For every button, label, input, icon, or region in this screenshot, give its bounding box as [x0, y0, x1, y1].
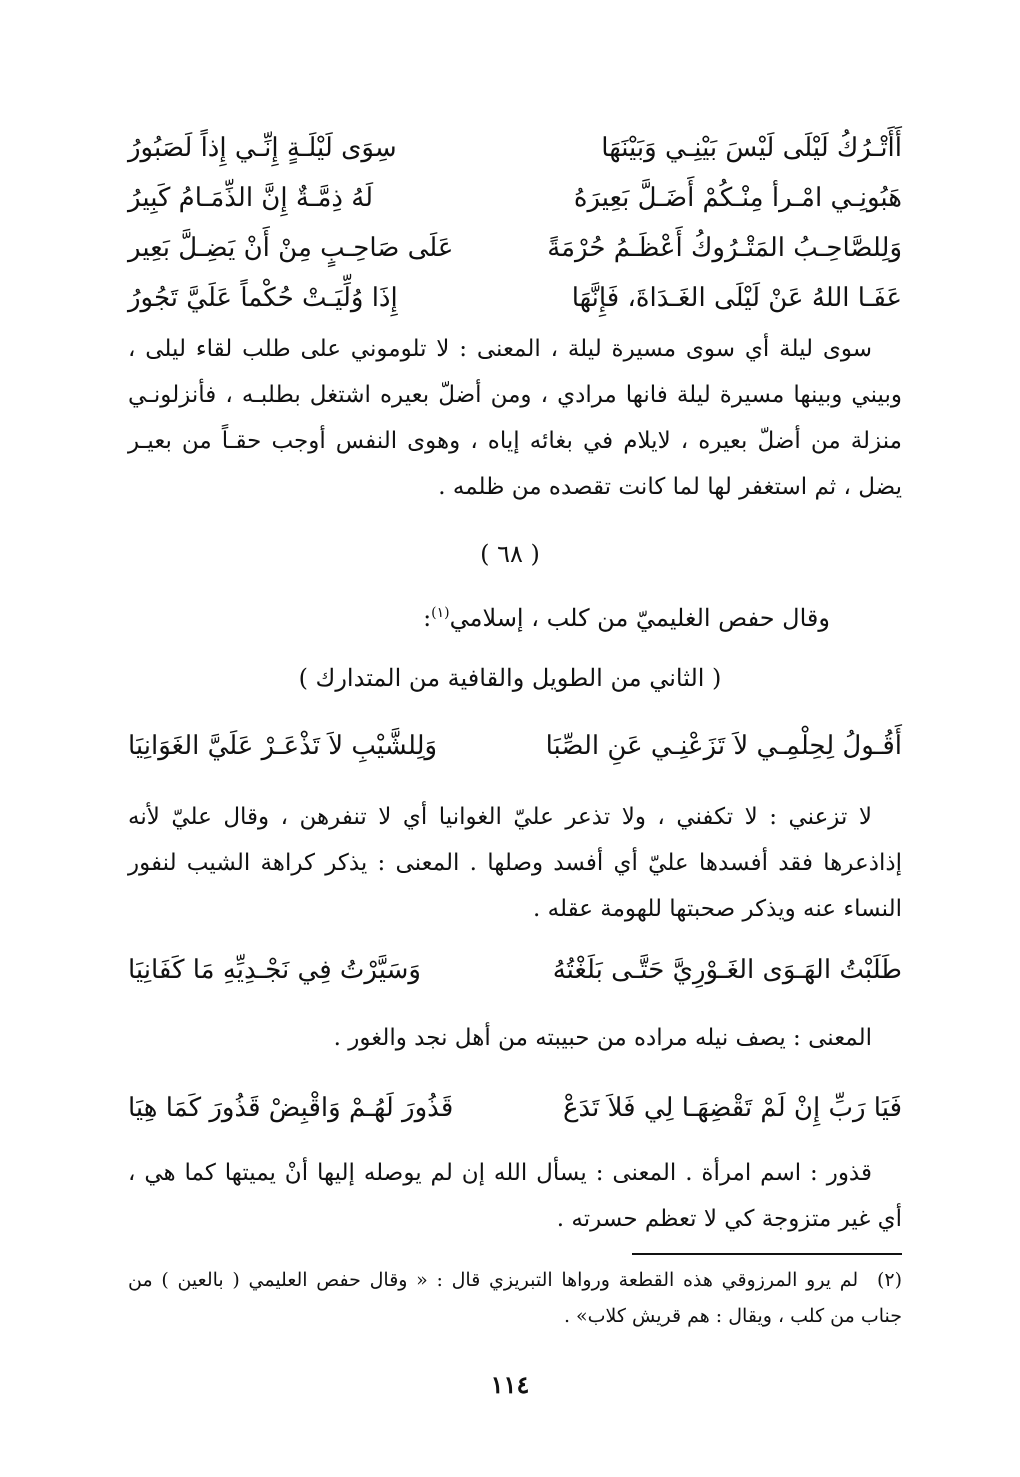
footnote-number: (٢)	[876, 1269, 902, 1291]
verse-hemistich-second: وَسَيَّرْتُ فِي نَجْـدِيِّهِ مَا كَفَانِيَا	[128, 955, 421, 985]
verse-line	[128, 224, 902, 272]
verse-line	[128, 1084, 902, 1132]
poem-number: ( ٦٨ )	[480, 540, 540, 568]
commentary-paragraph	[128, 1150, 902, 1242]
meter-heading: ( الثاني من الطويل والقافية من المتدارك )	[298, 664, 722, 692]
attribution-suffix: :	[423, 604, 432, 632]
verse-hemistich-first: فَيَا رَبِّ إِنْ لَمْ تَقْضِهَـا لِي فَلاَ تَدَعْ	[562, 1093, 902, 1123]
page-number: ١١٤	[490, 1370, 530, 1399]
verse-hemistich-second: سِوَى لَيْلَـةٍ إِنِّـي إِذاً لَصَبُورُ	[128, 133, 397, 163]
commentary-paragraph	[128, 326, 902, 510]
verse-hemistich-first: وَلِلصَّاحِـبُ المَتْـرُوكُ أَعْظَـمُ حُرْمَةً	[547, 233, 902, 263]
verse-line	[128, 946, 902, 994]
poet-attribution	[128, 604, 830, 632]
verse-line	[128, 274, 902, 322]
attribution-text: وقال حفص الغليميّ من كلب ، إسلامي	[449, 604, 830, 632]
verse-hemistich-first: هَبُونِـي امْـرأ مِنْـكُمْ أَضَـلَّ بَعِيرَهُ	[573, 183, 902, 213]
verse-line	[128, 124, 902, 172]
verse-hemistich-first: عَفَـا اللهُ عَنْ لَيْلَى الغَـدَاةَ، فَإِنَّهَا	[571, 283, 902, 313]
verse-line	[128, 722, 902, 770]
verse-hemistich-second: لَهُ ذِمَّـةٌ إِنَّ الذِّمَـامُ كَبِيرُ	[128, 183, 374, 213]
verse-hemistich-second: وَلِلشَّيْبِ لاَ تَذْعَـرْ عَلَيَّ الغَوَانِيَا	[128, 731, 438, 761]
verse-hemistich-second: إِذَا وُلِّيَـتْ حُكْماً عَلَيَّ تَجُورُ	[128, 283, 398, 313]
commentary-text: المعنى : يصف نيله مراده من حبيبته من أهل نجد والغور .	[333, 1025, 872, 1051]
footnote-marker: (١)	[431, 605, 450, 621]
footnote-text: لم يرو المرزوقي هذه القطعة ورواها التبريزي قال : « وقال حفص العليمي ( بالعين ) من جناب من كلب ، ويقال : هم قريش كلاب» .	[128, 1269, 902, 1327]
commentary-text: سوى ليلة أي سوى مسيرة ليلة ، المعنى : لا تلوموني على طلب لقاء ليلى ، وبيني وبينها مسيرة ليلة فانها مرادي ، ومن أضلّ بعيره اشتغل بطلبـه ، فأنزلونـي منزلة من أضلّ بعيره ، لايلام في بغائه إياه ، وهوى النفس أوجب حقـاً من بعيـر يضل ، ثم استغفر لها لما كانت تقصده من ظلمه .	[128, 336, 902, 500]
verse-hemistich-first: أَأَتْـرُكُ لَيْلَى لَيْسَ بَيْنِـي وَبَيْنَهَا	[601, 133, 902, 163]
footnote-divider	[632, 1253, 902, 1255]
verse-line	[128, 174, 902, 222]
commentary-text: قذور : اسم امرأة . المعنى : يسأل الله إن لم يوصله إليها أنْ يميتها كما هي ، أي غير متزوجة كي لا تعظم حسرته .	[128, 1160, 902, 1232]
footnote	[128, 1262, 902, 1334]
commentary-text: لا تزعني : لا تكفني ، ولا تذعر عليّ الغوانيا أي لا تنفرهن ، وقال عليّ لأنه إذاذعرها فقد أفسدها عليّ أي أفسد وصلها . المعنى : يذكر كراهة الشيب لنفور النساء عنه ويذكر صحبتها للهومة عقله .	[128, 804, 902, 922]
verse-hemistich-second: قَذُورَ لَهُـمْ وَاقْبِضْ قَذُورَ كَمَا هِيَا	[128, 1093, 454, 1123]
commentary-paragraph	[128, 1015, 902, 1061]
verse-hemistich-second: عَلَى صَاحِـبٍ مِنْ أَنْ يَضِـلَّ بَعِير	[128, 233, 454, 263]
verse-hemistich-first: طَلَبْتُ الهَـوَى الغَـوْرِيَّ حَتَّـى بَلَغْتُهُ	[552, 955, 902, 985]
verse-hemistich-first: أَقُـولُ لِحِلْمِـي لاَ تَزَعْنِـي عَنِ الصِّبَا	[545, 731, 902, 761]
commentary-paragraph	[128, 794, 902, 932]
